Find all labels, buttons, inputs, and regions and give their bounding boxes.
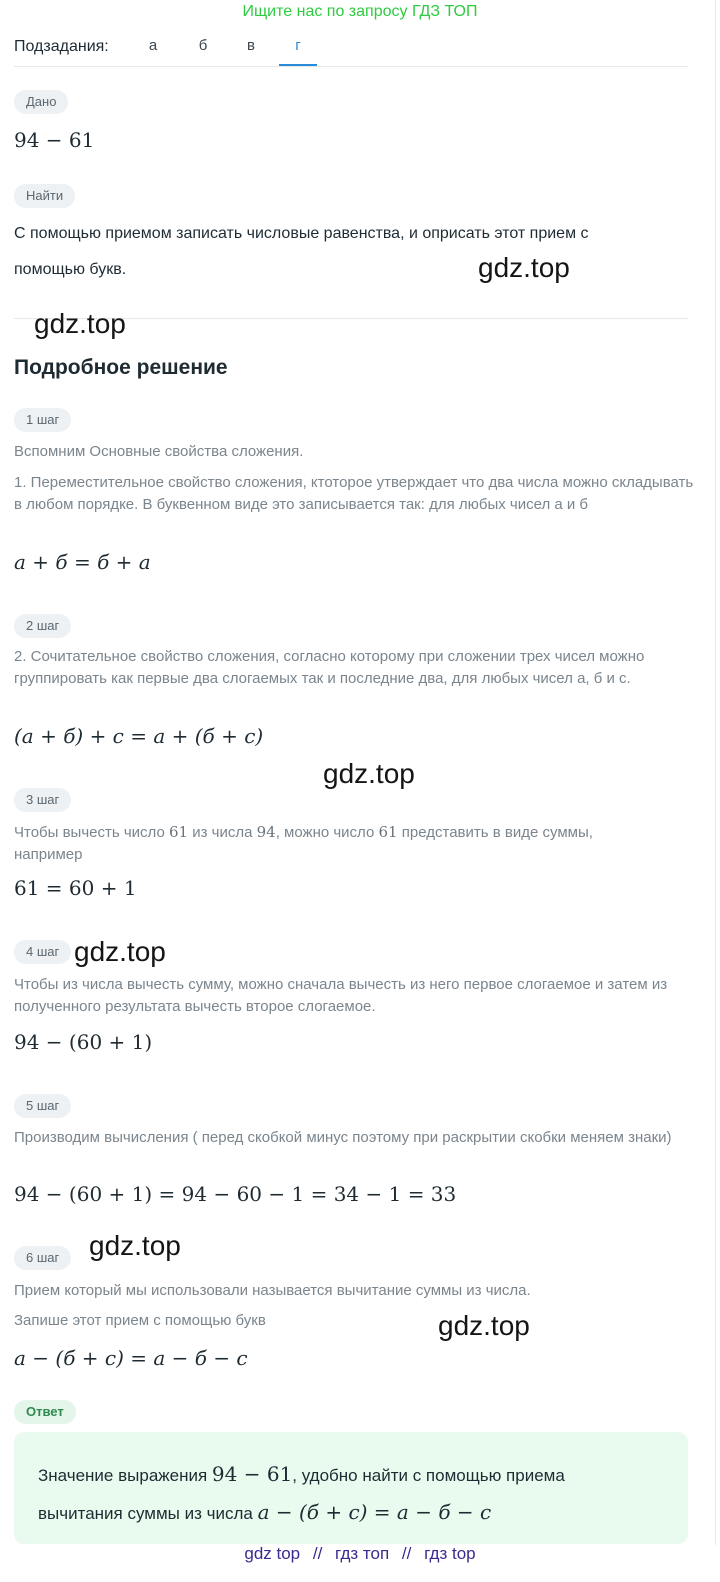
watermark: gdz.top [34,308,126,339]
step-6-text-1: Прием который мы использовали называется вычитание суммы из числа. [14,1282,531,1299]
step-1-formula [14,550,151,574]
step-3-pill: 3 шаг [14,788,71,812]
step-2-formula-text: (а + б) + с = а + (б + с) [14,724,264,748]
step-4-formula: 94 − (60 + 1) [14,1030,153,1054]
footer-links [0,1544,720,1564]
footer-link-gdz-top-ru[interactable]: гдз топ [335,1544,390,1563]
footer-separator: // [401,1544,412,1563]
step-3-text-c: , можно число [275,824,379,841]
step-4-pill: 4 шаг [14,940,71,964]
footer-separator: // [312,1544,323,1563]
step-1-pill: 1 шаг [14,408,71,432]
answer-line-1-b: , удобно найти с помощью приема [292,1466,565,1485]
answer-pill: Ответ [14,1400,76,1424]
step-2-text: 2. Сочитательное свойство сложения, согласно которому при сложении трех чисел можно группировать как первые два слогаемых так и последние два, для любых чисел а, б и с. [14,648,645,687]
step-3-text-a: Чтобы вычесть число [14,824,169,841]
step-2-pill: 2 шаг [14,614,71,638]
answer-box [14,1432,688,1544]
given-expression: 94 − 61 [14,128,95,152]
watermark: gdz.top [438,1310,530,1341]
right-border [715,0,716,1545]
tab-g[interactable]: г [279,30,317,66]
find-line-1: С помощью приемом записать числовые равенства, и оприсать этот прием с [14,225,589,242]
step-3-text [14,821,654,866]
step-1-formula-text: а + б = б + а [14,550,151,574]
step-2-formula [14,724,263,748]
promo-banner[interactable]: Ищите нас по запросу ГДЗ ТОП [242,3,478,20]
find-text [14,216,694,288]
answer-line-1 [38,1456,668,1494]
subtasks-bar [14,30,688,67]
watermark: gdz.top [74,936,166,967]
step-1-text: 1. Переместительное свойство сложения, ктоторое утверждает что два числа можно складывать в любом порядке. В буквенном виде это записывается так: для любых чисел а и б [14,474,694,513]
answer-text [38,1456,668,1532]
find-pill: Найти [14,184,75,208]
step-6-pill: 6 шаг [14,1246,71,1270]
find-line-2: помощью букв. [14,261,127,278]
watermark: gdz.top [478,252,570,283]
step-3-n1: 61 [168,823,189,841]
step-5-formula: 94 − (60 + 1) = 94 − 60 − 1 = 34 − 1 = 33 [14,1182,457,1206]
watermark: gdz.top [323,758,415,789]
solution-title: Подробное решение [14,356,228,379]
step-1-intro: Вспомним Основные свойства сложения. [14,443,304,460]
step-3-n3: 61 [378,823,398,841]
step-3-text-b: из числа [188,824,257,841]
footer-link-gdz-top-mixed[interactable]: гдз top [424,1544,476,1563]
answer-line-1-a: Значение выражения [38,1466,212,1485]
answer-expression: 94 − 61 [211,1462,293,1486]
tab-a[interactable]: а [148,37,158,54]
given-pill: Дано [14,90,68,114]
tab-b[interactable]: б [198,37,208,54]
answer-formula: а − (б + с) = а − б − с [257,1500,492,1524]
watermark: gdz.top [89,1230,181,1261]
step-6-formula [14,1346,248,1370]
tab-v[interactable]: в [247,37,255,54]
step-3-n2: 94 [256,823,276,841]
step-4-text: Чтобы из числа вычесть сумму, можно сначала вычесть из него первое слогаемое и затем из полученного результата вычесть второе слогаемое. [14,976,668,1015]
step-3-text-d: представить в виде суммы, например [14,824,593,863]
step-5-text: Производим вычисления ( перед скобкой минус поэтому при раскрытии скобки меняем знаки) [14,1129,672,1146]
step-3-formula: 61 = 60 + 1 [14,876,137,900]
step-6-formula-text: а − (б + с) = а − б − с [14,1346,248,1370]
footer-link-gdz-top[interactable]: gdz top [244,1544,301,1563]
step-5-pill: 5 шаг [14,1094,71,1118]
step-6-text-2: Запише этот прием с помощью букв [14,1312,266,1329]
answer-line-2-a: вычитания суммы из числа [38,1504,258,1523]
subtasks-label: Подзадания: [14,38,109,55]
answer-line-2 [38,1494,668,1532]
